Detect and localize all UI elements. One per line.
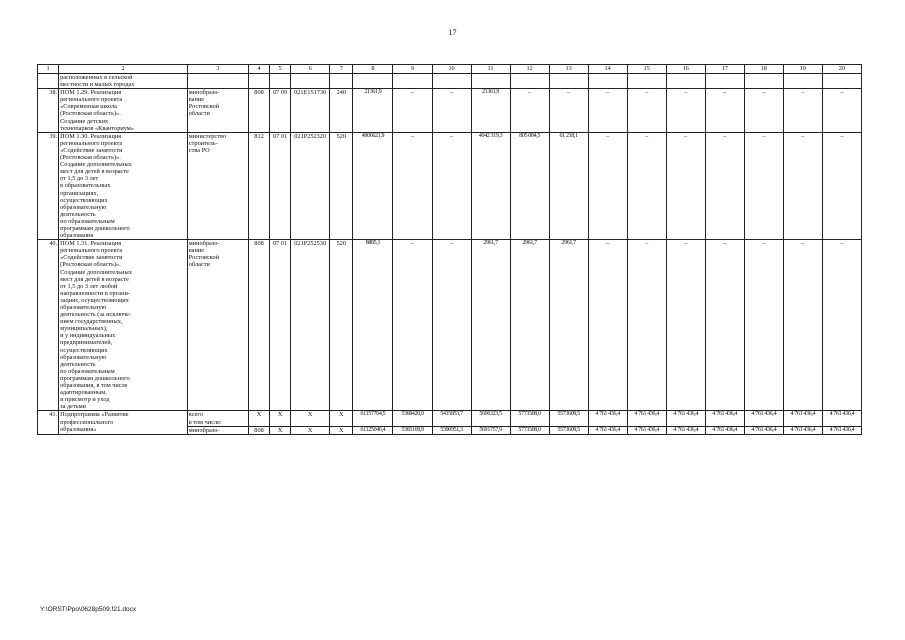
column-header: 13 [549,65,588,74]
row-description: ПОМ 1.31. Реализация регионального проекта «Содействие занятости (Ростовская область)». Создание дополнительных мест для детей в возрасте от 1,5 до 3 лет любой направленности в органи- зациях, осуществляющих образовательную деятельность (за исключе- нием государственных, муниципальных), и у индивидуальных предпринимателей, осуществляющих образовательную деятельность по образовательным программам дошкольного образования, в том числе адаптированным, и присмотр и уход за детьми [59,240,188,411]
column-header: 18 [744,65,783,74]
amount-cell: – [432,240,471,411]
amount-cell: – [744,89,783,133]
budget-table [37,64,862,435]
column-header: 14 [588,65,627,74]
amount-cell: – [627,132,666,239]
row-description: ПОМ 1.30. Реализация регионального проекта «Содействие занятости (Ростовская область)». Создание дополнительных мест для детей в возрасте от 1,5 до 3 лет в образовательных организациях, осуществляющих образовательную деятельность по образовательным программам дошкольного образования [59,132,188,239]
amount-cell: – [510,89,549,133]
column-header: 20 [822,65,861,74]
column-header: 10 [432,65,471,74]
amount-cell: 4042 319,3 [471,132,510,239]
amount-cell: – [705,132,744,239]
amount-cell: – [783,240,822,411]
amount-cell: 61157764,5 [353,411,393,426]
empty-cell [270,74,291,89]
amount-cell: 21361,9 [471,89,510,133]
amount-cell: 5365169,9 [393,426,432,434]
continuation-description: расположенных в сельской местности и малых городах [59,74,188,89]
empty-cell [549,74,588,89]
amount-cell: – [393,89,432,133]
amount-cell: – [627,240,666,411]
amount-cell: 4 761 436,4 [588,426,627,434]
amount-cell: 21361,9 [353,89,393,133]
column-header: 7 [330,65,353,74]
empty-cell [783,74,822,89]
row-description: Подпрограмма «Развитие профессионального образования» [59,411,188,434]
column-header: 1 [38,65,59,74]
amount-cell: 4 761 436,4 [666,426,705,434]
amount-cell: 4 761 436,4 [705,426,744,434]
amount-cell: 5390951,3 [432,426,471,434]
amount-cell: 4 761 436,4 [705,411,744,426]
amount-cell: 5773508,0 [510,411,549,426]
amount-cell: 5573609,5 [549,411,588,426]
row-executor: минобразо- вание Ростовской области [187,89,248,133]
amount-cell: – [705,89,744,133]
row-number: 41. [38,411,59,434]
amount-cell: 8885,1 [353,240,393,411]
column-header: 11 [471,65,510,74]
amount-cell: – [744,132,783,239]
amount-cell: 4 761 436,4 [627,411,666,426]
empty-cell [471,74,510,89]
amount-cell: 4 761 436,4 [744,411,783,426]
amount-cell: 4 761 436,4 [783,426,822,434]
column-header: 5 [270,65,291,74]
code-target: 021P252530 [291,240,330,411]
amount-cell: 805 084,5 [510,132,549,239]
column-header: 9 [393,65,432,74]
code-ministry: 808 [248,89,269,133]
table-body [38,65,862,435]
amount-cell: 4 761 436,4 [627,426,666,434]
code-section: 07 09 [270,89,291,133]
code-type: 240 [330,89,353,133]
code-ministry: 812 [248,132,269,239]
amount-cell: 4 761 436,4 [783,411,822,426]
empty-cell [330,74,353,89]
empty-cell [705,74,744,89]
amount-cell: 4 761 436,4 [666,411,705,426]
empty-cell [38,74,59,89]
code-type: 520 [330,240,353,411]
empty-cell [588,74,627,89]
code-ministry: 808 [248,426,269,434]
column-header: 12 [510,65,549,74]
empty-cell [666,74,705,89]
amount-cell: – [393,240,432,411]
column-number-row [38,65,862,74]
amount-cell: – [666,240,705,411]
amount-cell: – [822,89,861,133]
empty-cell [822,74,861,89]
amount-cell: 2961,7 [510,240,549,411]
code-type: X [330,426,353,434]
empty-cell [393,74,432,89]
amount-cell: 4 761 436,4 [744,426,783,434]
amount-cell: – [666,132,705,239]
code-target: X [291,426,330,434]
row-executor: минобразо- вание Ростовской области [187,240,248,411]
amount-cell: – [783,89,822,133]
empty-cell [353,74,393,89]
amount-cell: 2961,7 [549,240,588,411]
amount-cell: 5368420,0 [393,411,432,426]
table-row [38,411,862,426]
code-target: 021E151730 [291,89,330,133]
amount-cell: – [627,89,666,133]
amount-cell: – [549,89,588,133]
row-executor: всего в том числе: [187,411,248,426]
row-executor: минобразо- [187,426,248,434]
amount-cell: 4 761 436,4 [588,411,627,426]
empty-cell [291,74,330,89]
amount-cell: 4 761 436,4 [822,411,861,426]
amount-cell: 5415853,7 [432,411,471,426]
row-number: 39. [38,132,59,239]
code-ministry: X [248,411,269,426]
amount-cell: – [783,132,822,239]
amount-cell: 5691757,9 [471,426,510,434]
table-row [38,89,862,133]
column-header: 2 [59,65,188,74]
table-row [38,240,862,411]
empty-cell [744,74,783,89]
empty-cell [627,74,666,89]
empty-cell [248,74,269,89]
amount-cell: – [432,132,471,239]
code-target: 021P252320 [291,132,330,239]
empty-cell [510,74,549,89]
amount-cell: 4 761 436,4 [822,426,861,434]
amount-cell: 5573609,5 [549,426,588,434]
code-type: X [330,411,353,426]
page-number: 17 [448,28,457,37]
amount-cell: 2961,7 [471,240,510,411]
table-row [38,132,862,239]
column-header: 19 [783,65,822,74]
amount-cell: – [705,240,744,411]
continuation-row [38,74,862,89]
row-number: 38. [38,89,59,133]
column-header: 16 [666,65,705,74]
column-header: 15 [627,65,666,74]
file-path-footer: Y:\ORST\Ppo\0628p509.f21.docx [40,606,137,613]
amount-cell: 61 218,1 [549,132,588,239]
amount-cell: – [822,132,861,239]
code-section: X [270,411,291,426]
column-header: 3 [187,65,248,74]
row-executor: министерство строитель- ства РО [187,132,248,239]
amount-cell: – [588,240,627,411]
code-type: 520 [330,132,353,239]
row-description: ПОМ 1.29. Реализация регионального проекта «Современная школа (Ростовская область)». Создание детских технопарков «Кванториум» [59,89,188,133]
column-header: 6 [291,65,330,74]
code-ministry: 808 [248,240,269,411]
code-section: 07 01 [270,132,291,239]
amount-cell: – [588,132,627,239]
row-number: 40. [38,240,59,411]
amount-cell: – [822,240,861,411]
amount-cell: 5696323,5 [471,411,510,426]
column-header: 17 [705,65,744,74]
column-header: 8 [353,65,393,74]
amount-cell: 5773508,0 [510,426,549,434]
amount-cell: 4906621,9 [353,132,393,239]
amount-cell: – [744,240,783,411]
code-section: 07 01 [270,240,291,411]
amount-cell: 61125046,4 [353,426,393,434]
empty-cell [432,74,471,89]
code-section: X [270,426,291,434]
empty-cell [187,74,248,89]
code-target: X [291,411,330,426]
column-header: 4 [248,65,269,74]
amount-cell: – [432,89,471,133]
amount-cell: – [588,89,627,133]
amount-cell: – [393,132,432,239]
amount-cell: – [666,89,705,133]
